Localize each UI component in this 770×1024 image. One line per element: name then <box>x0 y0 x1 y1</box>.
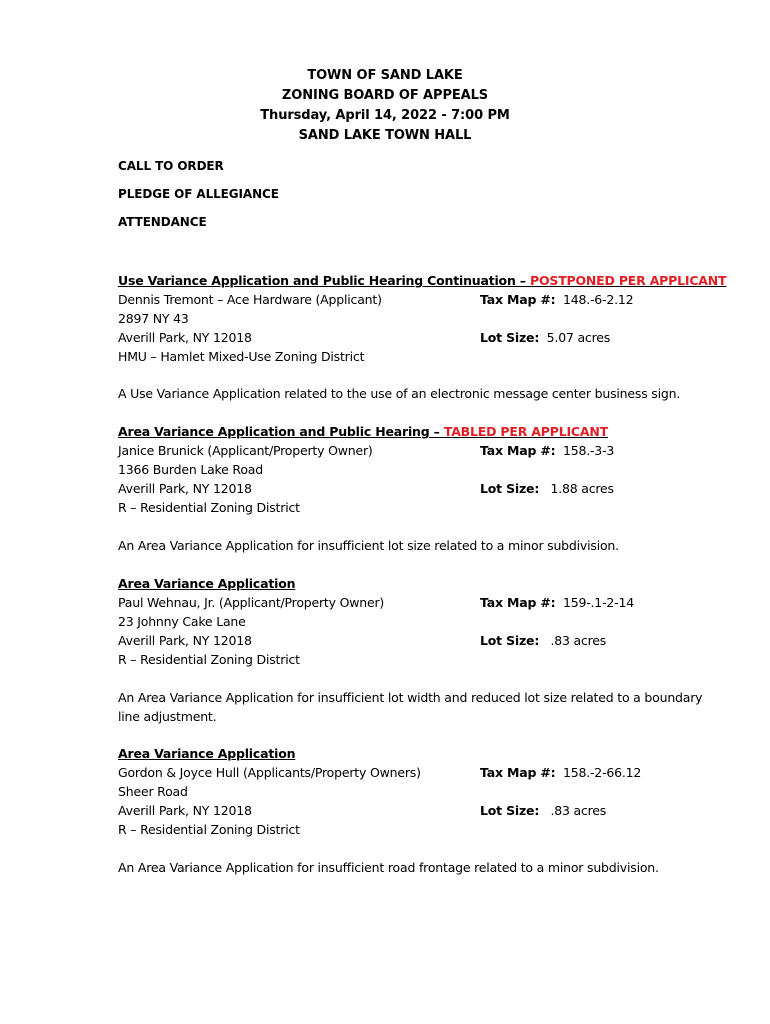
applicant-city: Averill Park, NY 12018 <box>118 803 252 818</box>
application-2-description: An Area Variance Application for insufficient lot size related to a minor subdivision. <box>118 538 619 553</box>
lot-size-value: .83 acres <box>550 633 607 648</box>
lot-size-value: .83 acres <box>550 803 607 818</box>
agenda-call-to-order: CALL TO ORDER <box>118 159 224 173</box>
zoning-district: R – Residential Zoning District <box>118 822 300 837</box>
applicant-city: Averill Park, NY 12018 <box>118 481 252 496</box>
application-title: Area Variance Application <box>118 576 296 591</box>
lot-size-value: 1.88 acres <box>550 481 614 496</box>
applicant-name: Paul Wehnau, Jr. (Applicant/Property Owner) <box>118 595 385 610</box>
tax-map-label: Tax Map #: <box>480 292 556 307</box>
lot-size-label: Lot Size: <box>480 481 540 496</box>
applicant-city: Averill Park, NY 12018 <box>118 330 252 345</box>
header-date: Thursday, April 14, 2022 - 7:00 PM <box>260 108 510 123</box>
zoning-district: R – Residential Zoning District <box>118 500 300 515</box>
application-1 <box>118 271 727 366</box>
zoning-district: HMU – Hamlet Mixed-Use Zoning District <box>118 349 365 364</box>
applicant-name: Janice Brunick (Applicant/Property Owner) <box>118 443 373 458</box>
document-header <box>0 66 770 146</box>
application-status: TABLED PER APPLICANT <box>443 424 608 439</box>
applicant-address: Sheer Road <box>118 784 188 799</box>
application-title: Area Variance Application and Public Hearing – TABLED PER APPLICANT <box>118 424 608 439</box>
tax-map-value: 158.-3-3 <box>562 443 615 458</box>
lot-size-label: Lot Size: <box>480 803 540 818</box>
applicant-name: Gordon & Joyce Hull (Applicants/Property Owners) <box>118 765 421 780</box>
header-board: ZONING BOARD OF APPEALS <box>281 88 489 103</box>
zoning-district: R – Residential Zoning District <box>118 652 300 667</box>
lot-size-value: 5.07 acres <box>546 330 611 345</box>
lot-size-label: Lot Size: <box>480 330 540 345</box>
tax-map-label: Tax Map #: <box>480 443 556 458</box>
applicant-city: Averill Park, NY 12018 <box>118 633 252 648</box>
application-4-description: An Area Variance Application for insufficient road frontage related to a minor subdivision. <box>118 860 659 875</box>
header-location: SAND LAKE TOWN HALL <box>298 128 472 143</box>
applicant-name: Dennis Tremont – Ace Hardware (Applicant) <box>118 292 382 307</box>
application-2 <box>118 422 718 517</box>
tax-map-value: 148.-6-2.12 <box>562 292 634 307</box>
lot-size-label: Lot Size: <box>480 633 540 648</box>
agenda-pledge: PLEDGE OF ALLEGIANCE <box>118 187 279 201</box>
application-3 <box>118 574 718 669</box>
application-4 <box>118 744 718 839</box>
application-3-description: An Area Variance Application for insufficient lot width and reduced lot size related to a boundary line adjustment. <box>118 690 703 724</box>
applicant-address: 23 Johnny Cake Lane <box>118 614 246 629</box>
tax-map-label: Tax Map #: <box>480 765 556 780</box>
application-status: POSTPONED PER APPLICANT <box>530 273 727 288</box>
application-1-description: A Use Variance Application related to the use of an electronic message center business sign. <box>118 386 681 401</box>
application-title: Use Variance Application and Public Hearing Continuation – POSTPONED PER APPLICANT <box>118 273 727 288</box>
tax-map-value: 158.-2-66.12 <box>562 765 642 780</box>
tax-map-label: Tax Map #: <box>480 595 556 610</box>
tax-map-value: 159-.1-2-14 <box>562 595 634 610</box>
header-town: TOWN OF SAND LAKE <box>307 68 463 83</box>
agenda-attendance: ATTENDANCE <box>118 215 207 229</box>
applicant-address: 2897 NY 43 <box>118 311 189 326</box>
application-title: Area Variance Application <box>118 746 296 761</box>
applicant-address: 1366 Burden Lake Road <box>118 462 263 477</box>
